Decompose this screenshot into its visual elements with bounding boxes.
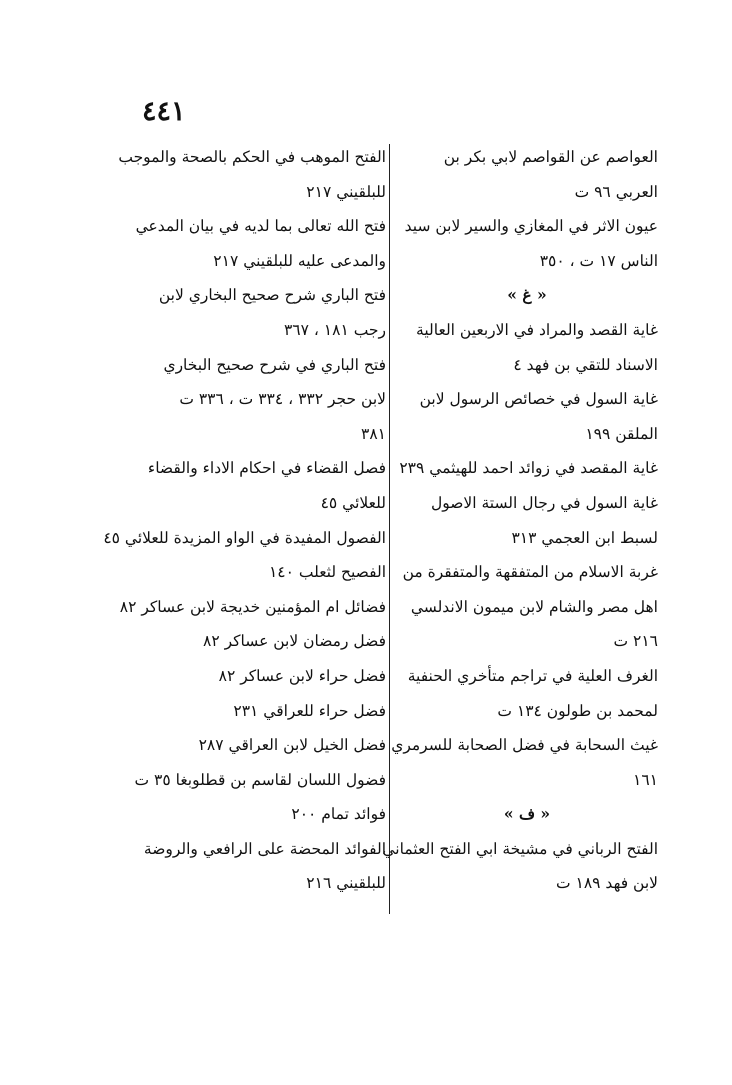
index-line: ٢١٦ ت [613, 632, 658, 651]
index-line: غيث السحابة في فضل الصحابة للسرمري [391, 736, 658, 755]
index-line: فتح الباري شرح صحيح البخاري لابن [158, 286, 386, 305]
index-line: العربي ٩٦ ت [574, 182, 658, 201]
index-line: فتح الله تعالى بما لديه في بيان المدعي [135, 217, 386, 236]
section-heading: « غ » [507, 285, 547, 305]
right-column [382, 140, 658, 901]
index-line: للبلقيني ٢١٧ [306, 182, 386, 201]
index-line: الغرف العلية في تراجم متأخري الحنفية [407, 666, 658, 685]
index-line: فصل القضاء في احكام الاداء والقضاء [147, 459, 386, 478]
index-line: فضل حراء لابن عساكر ٨٢ [218, 666, 386, 685]
index-line: الفتح الموهب في الحكم بالصحة والموجب [118, 148, 386, 166]
index-line: اهل مصر والشام لابن ميمون الاندلسي [410, 597, 658, 616]
index-line: لابن حجر ٣٣٢ ، ٣٣٤ ت ، ٣٣٦ ت [179, 390, 386, 409]
index-line: لمحمد بن طولون ١٣٤ ت [497, 701, 658, 720]
index-line: غاية القصد والمراد في الاربعين العالية [416, 320, 658, 339]
page-number: ٤٤١ [142, 96, 186, 127]
column-divider [389, 144, 390, 914]
index-line: غاية السول في رجال الستة الاصول [430, 493, 658, 512]
index-line: فضول اللسان لقاسم بن قطلوبغا ٣٥ ت [134, 770, 386, 789]
index-line: فضل الخيل لابن العراقي ٢٨٧ [198, 736, 386, 755]
index-line: غربة الاسلام من المتفقهة والمتفقرة من [402, 563, 658, 582]
index-line: فضل حراء للعراقي ٢٣١ [233, 701, 386, 720]
index-line: فتح الباري في شرح صحيح البخاري [163, 355, 386, 374]
index-line: الفصول المفيدة في الواو المزيدة للعلائي ٤٥ [103, 528, 386, 547]
index-line: فضائل ام المؤمنين خديجة لابن عساكر ٨٢ [119, 597, 386, 616]
index-line: ٣٨١ [361, 424, 386, 443]
index-line: الفصيح لثعلب ١٤٠ [268, 563, 386, 582]
index-line: لسبط ابن العجمي ٣١٣ [511, 528, 658, 547]
index-line: الاسناد للتقي بن فهد ٤ [513, 355, 658, 374]
index-line: غاية السول في خصائص الرسول لابن [419, 390, 658, 409]
index-line: للعلائي ٤٥ [320, 493, 386, 512]
index-line: غاية المقصد في زوائد احمد للهيثمي ٢٣٩ [399, 459, 658, 478]
index-line: والمدعى عليه للبلقيني ٢١٧ [213, 251, 386, 270]
index-line: فوائد تمام ٢٠٠ [291, 805, 386, 824]
index-line: ١٦١ [633, 770, 658, 789]
index-line: للبلقيني ٢١٦ [306, 874, 386, 893]
index-line: الناس ١٧ ت ، ٣٥٠ [539, 251, 658, 270]
left-column [103, 140, 386, 901]
index-line: العواصم عن القواصم لابي بكر بن [443, 148, 658, 166]
index-line: الفوائد المحضة على الرافعي والروضة [143, 839, 386, 858]
index-line: الملقن ١٩٩ [585, 424, 658, 443]
index-line: فضل رمضان لابن عساكر ٨٢ [203, 632, 386, 651]
index-line: لابن فهد ١٨٩ ت [555, 874, 658, 893]
index-line: عيون الاثر في المغازي والسير لابن سيد [404, 217, 658, 236]
index-line: رجب ١٨١ ، ٣٦٧ [283, 320, 386, 339]
section-heading: « ف » [503, 804, 551, 824]
index-line: الفتح الرباني في مشيخة ابي الفتح العثماني [382, 839, 658, 858]
